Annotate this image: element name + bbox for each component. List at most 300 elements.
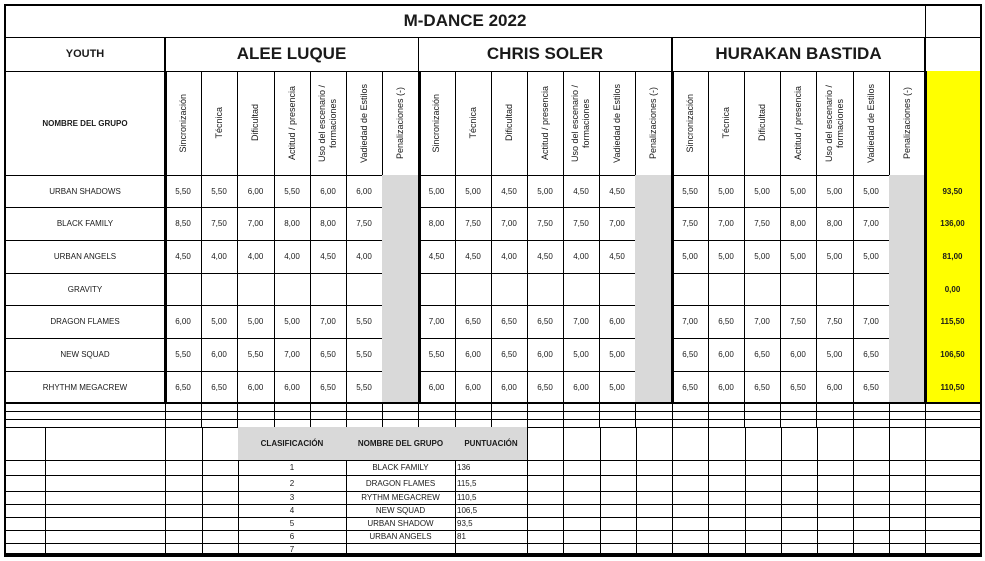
score-cell[interactable] — [237, 207, 275, 241]
score-cell-text: 5,00 — [754, 186, 770, 196]
score-cell[interactable] — [346, 273, 383, 306]
criterion-header-text: Vadiedad de Estilos — [611, 83, 622, 163]
score-cell[interactable] — [527, 338, 564, 372]
score-cell[interactable] — [310, 305, 347, 339]
empty-cell — [708, 504, 746, 518]
score-cell-text: 6,50 — [682, 350, 698, 359]
score-cell[interactable] — [165, 240, 202, 274]
empty-cell — [817, 460, 854, 476]
score-cell[interactable] — [491, 240, 528, 274]
score-cell[interactable] — [346, 305, 383, 339]
score-cell[interactable] — [491, 175, 528, 208]
score-cell-text: 6,00 — [284, 382, 300, 392]
score-cell-text: 7,00 — [863, 219, 879, 228]
score-cell-text: 7,50 — [754, 219, 770, 228]
score-cell-text: 6,50 — [320, 382, 336, 392]
empty-cell — [202, 460, 239, 476]
score-cell[interactable] — [599, 371, 636, 404]
empty-cell — [889, 504, 926, 518]
score-cell[interactable] — [274, 175, 311, 208]
total-score-text: 136,00 — [940, 219, 965, 228]
criterion-header — [165, 71, 202, 176]
empty-cell — [745, 460, 782, 476]
ranking-name — [346, 530, 456, 544]
score-cell[interactable] — [310, 207, 347, 241]
score-cell[interactable] — [816, 175, 854, 208]
empty-cell — [636, 427, 673, 461]
score-cell[interactable] — [201, 371, 238, 404]
score-cell[interactable] — [418, 273, 456, 306]
score-cell[interactable] — [201, 207, 238, 241]
score-cell[interactable] — [346, 338, 383, 372]
score-cell[interactable] — [708, 175, 745, 208]
score-cell[interactable] — [491, 371, 528, 404]
score-cell[interactable] — [274, 240, 311, 274]
empty-cell — [781, 504, 818, 518]
score-cell-text: 5,00 — [609, 382, 625, 392]
score-cell[interactable] — [346, 207, 383, 241]
ranking-name — [346, 517, 456, 531]
score-cell[interactable] — [635, 240, 673, 274]
score-cell[interactable] — [889, 305, 926, 339]
score-cell-text: 6,50 — [501, 317, 517, 326]
empty-cell — [672, 475, 709, 492]
score-cell[interactable] — [635, 305, 673, 339]
score-cell-text: 8,00 — [790, 219, 806, 228]
total-score — [925, 240, 981, 274]
ranking-header — [238, 427, 347, 461]
judge-separator — [164, 71, 167, 403]
score-cell-text: 6,00 — [465, 350, 481, 359]
score-cell[interactable] — [346, 371, 383, 404]
score-cell-text: 6,50 — [863, 382, 879, 392]
empty-cell — [5, 504, 46, 518]
score-cell[interactable] — [599, 305, 636, 339]
score-cell[interactable] — [889, 273, 926, 306]
empty-cell — [600, 460, 637, 476]
score-cell[interactable] — [744, 371, 781, 404]
judge-separator — [924, 37, 925, 71]
ranking-pos-text: 4 — [289, 506, 295, 515]
ranking-score — [455, 460, 528, 476]
criterion-header — [491, 71, 528, 176]
empty-cell — [745, 475, 782, 492]
score-cell[interactable] — [237, 305, 275, 339]
score-cell[interactable] — [491, 305, 528, 339]
score-cell[interactable] — [563, 371, 600, 404]
empty-cell — [672, 460, 709, 476]
empty-cell — [5, 460, 46, 476]
score-cell[interactable] — [274, 305, 311, 339]
empty-cell — [165, 475, 203, 492]
empty-cell — [925, 475, 981, 492]
total-score — [925, 273, 981, 306]
score-cell[interactable] — [418, 305, 456, 339]
score-cell[interactable] — [201, 175, 238, 208]
score-cell[interactable] — [635, 273, 673, 306]
score-cell[interactable] — [780, 240, 817, 274]
score-cell[interactable] — [346, 240, 383, 274]
empty-cell — [600, 427, 637, 461]
score-cell[interactable] — [274, 207, 311, 241]
ranking-pos — [238, 504, 347, 518]
score-cell[interactable] — [635, 175, 673, 208]
score-cell-text: 7,50 — [826, 317, 843, 326]
score-cell[interactable] — [527, 207, 564, 241]
score-cell[interactable] — [599, 273, 636, 306]
score-cell[interactable] — [563, 240, 600, 274]
ranking-pos — [238, 517, 347, 531]
score-cell-text: 6,50 — [790, 382, 806, 392]
ranking-pos-text: 5 — [289, 519, 295, 528]
empty-cell — [202, 517, 239, 531]
ranking-name — [346, 491, 456, 505]
score-cell-text: 5,00 — [284, 317, 300, 326]
score-cell-text: 5,00 — [537, 186, 553, 196]
empty-cell — [5, 530, 46, 544]
score-cell[interactable] — [889, 338, 926, 372]
score-cell-text: 6,00 — [609, 317, 625, 326]
score-cell[interactable] — [418, 175, 456, 208]
score-cell-text: 4,00 — [284, 252, 300, 261]
score-cell-text: 8,00 — [826, 219, 843, 228]
empty-cell — [563, 460, 601, 476]
empty-cell — [600, 475, 637, 492]
score-cell[interactable] — [780, 338, 817, 372]
score-cell[interactable] — [491, 207, 528, 241]
empty-cell — [202, 427, 239, 461]
score-cell[interactable] — [708, 371, 745, 404]
empty-cell — [925, 491, 981, 505]
score-cell[interactable] — [672, 273, 709, 306]
score-cell[interactable] — [165, 207, 202, 241]
score-cell[interactable] — [418, 240, 456, 274]
score-cell-text: 6,50 — [537, 382, 553, 392]
empty-cell — [600, 517, 637, 531]
score-cell[interactable] — [816, 338, 854, 372]
empty-cell — [527, 530, 564, 544]
score-cell[interactable] — [816, 305, 854, 339]
score-cell-text: 6,00 — [211, 350, 227, 359]
ranking-header-text: CLASIFICACIÓN — [260, 439, 324, 448]
empty-cell — [165, 491, 203, 505]
score-cell-text: 8,50 — [175, 219, 191, 228]
score-cell[interactable] — [201, 305, 238, 339]
empty-cell — [202, 504, 239, 518]
empty-cell — [708, 427, 746, 461]
score-cell[interactable] — [382, 338, 419, 372]
score-cell[interactable] — [780, 175, 817, 208]
empty-cell — [708, 517, 746, 531]
criterion-header — [455, 71, 492, 176]
score-cell[interactable] — [527, 273, 564, 306]
group-name-text: NEW SQUAD — [60, 350, 110, 359]
score-cell-text: 5,50 — [284, 186, 300, 196]
score-cell-text: 4,00 — [573, 252, 589, 261]
score-cell[interactable] — [418, 371, 456, 404]
score-cell[interactable] — [527, 240, 564, 274]
empty-cell — [563, 427, 601, 461]
judge-name-1 — [418, 37, 673, 72]
empty-cell — [853, 504, 890, 518]
score-cell-text: 5,50 — [175, 186, 191, 196]
total-score-text: 106,50 — [940, 350, 965, 359]
score-cell-text: 5,00 — [211, 317, 227, 326]
score-cell[interactable] — [599, 175, 636, 208]
empty-cell — [600, 530, 637, 544]
score-cell[interactable] — [635, 371, 673, 404]
score-cell[interactable] — [455, 273, 492, 306]
ranking-pos-text: 7 — [289, 544, 295, 554]
score-cell[interactable] — [418, 338, 456, 372]
score-cell[interactable] — [672, 207, 709, 241]
score-cell[interactable] — [853, 338, 890, 372]
score-cell-text: 4,50 — [573, 186, 589, 196]
score-cell[interactable] — [853, 305, 890, 339]
ranking-name-text: RYTHM MEGACREW — [361, 493, 440, 502]
score-cell[interactable] — [455, 338, 492, 372]
score-cell[interactable] — [599, 338, 636, 372]
score-cell-text: 7,50 — [465, 219, 481, 228]
score-cell[interactable] — [853, 207, 890, 241]
score-cell[interactable] — [780, 207, 817, 241]
ranking-name — [346, 460, 456, 476]
score-cell[interactable] — [599, 240, 636, 274]
score-cell[interactable] — [382, 371, 419, 404]
score-cell[interactable] — [708, 305, 745, 339]
score-cell-text: 6,00 — [356, 186, 372, 196]
score-cell[interactable] — [889, 175, 926, 208]
score-cell[interactable] — [165, 175, 202, 208]
score-cell[interactable] — [237, 240, 275, 274]
score-cell[interactable] — [744, 273, 781, 306]
group-name-text: DRAGON FLAMES — [50, 317, 120, 326]
score-cell[interactable] — [708, 207, 745, 241]
score-cell[interactable] — [382, 305, 419, 339]
score-cell[interactable] — [853, 273, 890, 306]
criterion-header-text: Uso del escenario / formaciones — [317, 84, 338, 162]
empty-cell — [45, 427, 166, 461]
empty-cell — [527, 475, 564, 492]
score-cell[interactable] — [853, 175, 890, 208]
score-cell[interactable] — [672, 305, 709, 339]
score-cell-text: 8,00 — [284, 219, 300, 228]
total-score — [925, 175, 981, 208]
score-cell-text: 6,50 — [211, 382, 227, 392]
score-cell[interactable] — [780, 305, 817, 339]
score-cell-text: 4,50 — [609, 186, 625, 196]
score-cell[interactable] — [201, 273, 238, 306]
score-cell[interactable] — [274, 371, 311, 404]
score-cell[interactable] — [708, 338, 745, 372]
criterion-header-text: Sincronización — [177, 93, 188, 153]
score-cell[interactable] — [780, 273, 817, 306]
score-cell[interactable] — [165, 273, 202, 306]
criterion-header — [744, 71, 781, 176]
score-cell-text: 5,00 — [609, 350, 625, 359]
score-cell[interactable] — [274, 273, 311, 306]
score-cell[interactable] — [237, 273, 275, 306]
group-name — [5, 175, 166, 208]
judge-name-0-text: ALEE LUQUE — [236, 44, 347, 63]
empty-cell — [925, 460, 981, 476]
score-cell[interactable] — [346, 175, 383, 208]
score-cell[interactable] — [889, 240, 926, 274]
criterion-header — [889, 71, 926, 176]
score-cell-text: 7,00 — [573, 317, 589, 326]
score-cell-text: 5,00 — [826, 350, 843, 359]
score-cell-text: 5,00 — [682, 252, 698, 261]
score-cell[interactable] — [780, 371, 817, 404]
score-cell[interactable] — [635, 338, 673, 372]
score-cell-text: 6,00 — [718, 382, 734, 392]
score-cell[interactable] — [165, 371, 202, 404]
group-name-text: GRAVITY — [67, 284, 103, 294]
score-cell[interactable] — [527, 371, 564, 404]
score-cell[interactable] — [310, 338, 347, 372]
score-cell[interactable] — [672, 338, 709, 372]
score-cell[interactable] — [382, 207, 419, 241]
score-cell-text: 7,00 — [428, 317, 445, 326]
score-cell-text: 4,50 — [501, 186, 517, 196]
judge-separator — [418, 37, 419, 71]
score-cell-text: 5,00 — [247, 317, 264, 326]
score-cell[interactable] — [455, 240, 492, 274]
score-cell-text: 7,00 — [320, 317, 336, 326]
score-cell[interactable] — [563, 273, 600, 306]
empty-cell — [672, 504, 709, 518]
score-cell[interactable] — [455, 207, 492, 241]
criterion-header — [527, 71, 564, 176]
score-cell[interactable] — [672, 175, 709, 208]
score-cell[interactable] — [382, 175, 419, 208]
empty-cell — [527, 504, 564, 518]
group-name — [5, 338, 166, 372]
category-cell — [5, 37, 166, 72]
divider — [5, 402, 980, 404]
score-cell[interactable] — [853, 240, 890, 274]
score-cell-text: 6,50 — [537, 317, 553, 326]
empty-cell — [745, 427, 782, 461]
empty-cell — [781, 427, 818, 461]
empty-cell — [817, 530, 854, 544]
score-cell[interactable] — [310, 175, 347, 208]
score-cell[interactable] — [889, 207, 926, 241]
empty-cell — [889, 475, 926, 492]
score-cell[interactable] — [310, 240, 347, 274]
criterion-header — [599, 71, 636, 176]
score-cell[interactable] — [599, 207, 636, 241]
score-cell[interactable] — [201, 338, 238, 372]
empty-cell — [527, 427, 564, 461]
score-cell[interactable] — [491, 273, 528, 306]
criterion-header-text: Sincronización — [431, 93, 441, 153]
criterion-header — [635, 71, 673, 176]
score-cell[interactable] — [563, 305, 600, 339]
score-cell[interactable] — [201, 240, 238, 274]
judge-name-0 — [165, 37, 419, 72]
score-cell[interactable] — [816, 371, 854, 404]
score-cell-text: 8,00 — [428, 219, 445, 228]
score-cell[interactable] — [310, 273, 347, 306]
score-cell[interactable] — [418, 207, 456, 241]
score-cell[interactable] — [708, 273, 745, 306]
empty-cell — [165, 427, 203, 461]
score-cell[interactable] — [672, 240, 709, 274]
score-cell[interactable] — [563, 175, 600, 208]
score-cell[interactable] — [491, 338, 528, 372]
score-cell[interactable] — [672, 371, 709, 404]
score-cell[interactable] — [816, 240, 854, 274]
score-cell[interactable] — [744, 305, 781, 339]
score-cell[interactable] — [165, 338, 202, 372]
ranking-name-text: URBAN SHADOW — [367, 519, 434, 528]
empty-cell — [853, 475, 890, 492]
score-cell[interactable] — [382, 273, 419, 306]
score-cell[interactable] — [816, 273, 854, 306]
total-score-text: 0,00 — [944, 284, 961, 294]
score-cell[interactable] — [744, 175, 781, 208]
criterion-header — [672, 71, 709, 176]
score-cell[interactable] — [744, 338, 781, 372]
score-cell[interactable] — [382, 240, 419, 274]
score-cell[interactable] — [635, 207, 673, 241]
score-cell-text: 7,00 — [501, 219, 517, 228]
score-cell-text: 7,50 — [573, 219, 589, 228]
score-cell[interactable] — [563, 207, 600, 241]
score-cell-text: 7,00 — [682, 317, 698, 326]
group-name-text: URBAN SHADOWS — [49, 186, 121, 196]
criterion-header-text: Penalizaciones (-) — [394, 86, 405, 160]
score-cell[interactable] — [455, 305, 492, 339]
score-cell-text: 7,00 — [863, 317, 879, 326]
score-cell[interactable] — [310, 371, 347, 404]
score-cell-text: 4,50 — [537, 252, 553, 261]
score-cell[interactable] — [853, 371, 890, 404]
ranking-score-text: 106,5 — [457, 506, 478, 515]
score-cell[interactable] — [165, 305, 202, 339]
ranking-pos-text: 1 — [289, 463, 295, 472]
score-cell[interactable] — [274, 338, 311, 372]
empty-cell — [527, 491, 564, 505]
group-name-header-text: NOMBRE DEL GRUPO — [42, 118, 128, 128]
score-cell[interactable] — [455, 175, 492, 208]
judge-separator — [164, 37, 165, 71]
score-cell[interactable] — [237, 175, 275, 208]
empty-cell — [165, 460, 203, 476]
empty-cell — [672, 530, 709, 544]
score-cell[interactable] — [527, 175, 564, 208]
empty-cell — [853, 491, 890, 505]
score-cell[interactable] — [889, 371, 926, 404]
score-cell[interactable] — [816, 207, 854, 241]
ranking-score-text: 93,5 — [457, 519, 473, 528]
score-cell[interactable] — [237, 338, 275, 372]
empty-cell — [708, 530, 746, 544]
score-cell[interactable] — [527, 305, 564, 339]
score-cell[interactable] — [744, 207, 781, 241]
empty-cell — [45, 504, 166, 518]
score-cell[interactable] — [708, 240, 745, 274]
score-cell-text: 7,00 — [754, 317, 770, 326]
criterion-header — [563, 71, 600, 176]
score-cell[interactable] — [744, 240, 781, 274]
empty-cell — [745, 491, 782, 505]
score-cell[interactable] — [237, 371, 275, 404]
score-cell[interactable] — [455, 371, 492, 404]
score-cell[interactable] — [563, 338, 600, 372]
score-cell-text: 5,50 — [356, 350, 372, 359]
